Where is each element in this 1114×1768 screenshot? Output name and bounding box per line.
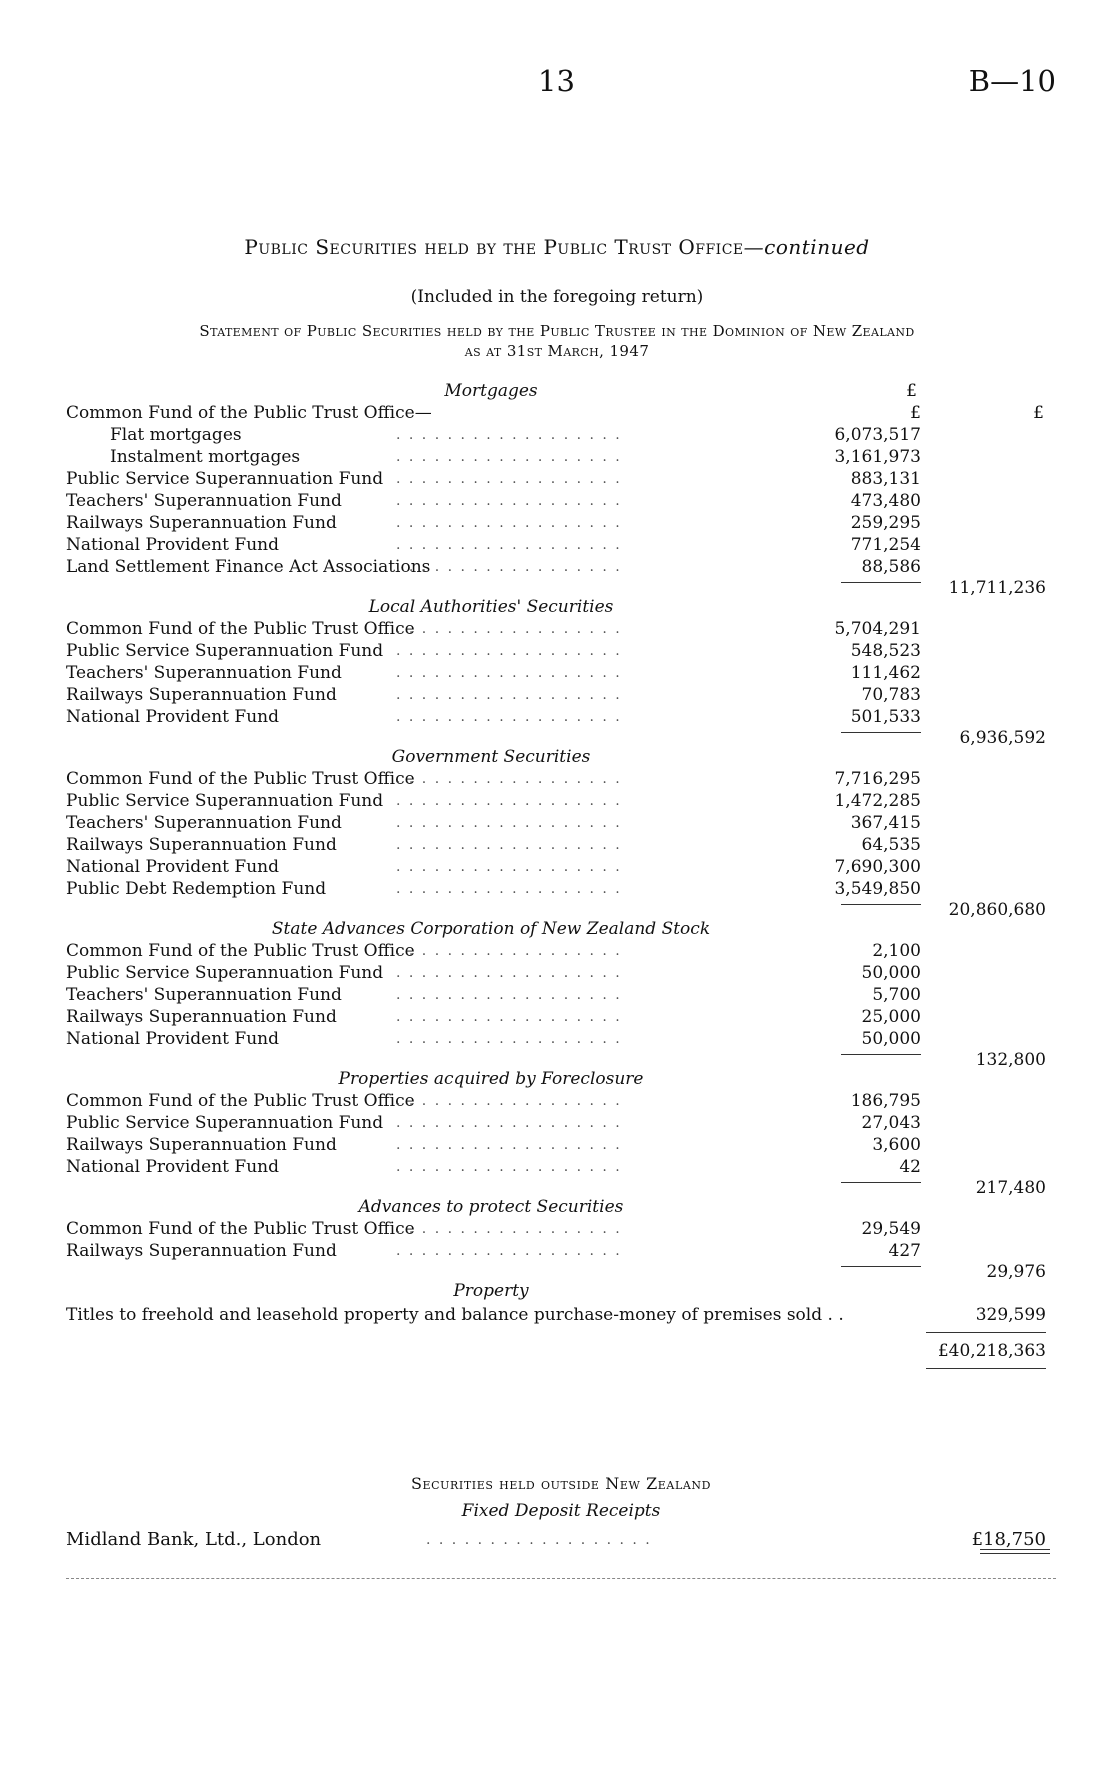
section-heading xyxy=(66,1194,1056,1218)
table-row xyxy=(66,962,1056,984)
leader-dots: . . . . . . . . . . . . . . . . . . xyxy=(396,687,622,703)
double-rule xyxy=(980,1549,1050,1554)
leader-dots: . . . . . . . . . . . . . . . . . . xyxy=(396,471,622,487)
table-row xyxy=(66,768,1056,790)
row-label: Public Service Superannuation Fund xyxy=(66,1113,384,1133)
statement-line-2: as at 31st March, 1947 xyxy=(464,342,650,360)
leader-dots: . . . . . . . . . . . . . . . . . . xyxy=(396,1031,622,1047)
leader-dots: . . . . . . . . . . . . . . . . . . xyxy=(396,493,622,509)
leader-dots: . . . . . . . . . . . . . . . . . . xyxy=(396,881,622,897)
section-total: 11,711,236 xyxy=(948,578,1046,598)
table-row xyxy=(66,1218,1056,1240)
leader-dots: . . . . . . . . . . . . . . . . . . xyxy=(396,427,622,443)
row-label: Railways Superannuation Fund xyxy=(66,513,337,533)
row-amount: 1,472,285 xyxy=(834,791,921,811)
table-row xyxy=(66,856,1056,878)
row-label: Flat mortgages xyxy=(110,425,242,445)
section-heading-text: Local Authorities' Securities xyxy=(368,597,614,617)
leader-dots: . . . . . . . . . . . . . . . . . . xyxy=(396,449,622,465)
leader-dots: . . . . . . . . . . . . . . . . . . xyxy=(396,1243,622,1259)
subtotal-rule xyxy=(841,1182,921,1183)
row-label: Teachers' Superannuation Fund xyxy=(66,491,342,511)
leader-dots: . . . . . . . . . . . . . . . . . . xyxy=(396,1221,622,1237)
currency-symbol: £ xyxy=(906,381,917,401)
section-heading xyxy=(66,594,1056,618)
leader-dots: . . . . . . . . . . . . . . . . . . xyxy=(396,643,622,659)
table-row xyxy=(66,1112,1056,1134)
table-row xyxy=(66,834,1056,856)
property-row xyxy=(66,1302,1056,1328)
row-label: Railways Superannuation Fund xyxy=(66,835,337,855)
subtotal-rule xyxy=(841,904,921,905)
section-total: 217,480 xyxy=(975,1178,1046,1198)
row-label: Instalment mortgages xyxy=(110,447,301,467)
outside-title: Securities held outside New Zealand xyxy=(410,1474,712,1493)
table-row xyxy=(66,534,1056,556)
bottom-rule xyxy=(66,1578,1056,1579)
row-amount: 3,161,973 xyxy=(834,447,921,467)
row-amount: 5,704,291 xyxy=(834,619,921,639)
section-total: 132,800 xyxy=(975,1050,1046,1070)
leader-dots: . . . . . . . . . . . . . . . . . . xyxy=(396,1115,622,1131)
row-label: Teachers' Superannuation Fund xyxy=(66,813,342,833)
row-label: Land Settlement Finance Act Associations xyxy=(66,557,431,577)
outside-row xyxy=(66,1527,1056,1553)
row-amount: 2,100 xyxy=(872,941,921,961)
table-row xyxy=(66,790,1056,812)
group-row xyxy=(66,402,1056,424)
outside-label: Midland Bank, Ltd., London xyxy=(66,1529,322,1550)
section-total: 6,936,592 xyxy=(959,728,1046,748)
table-row xyxy=(66,662,1056,684)
table-row xyxy=(66,812,1056,834)
grand-total-rule-bottom xyxy=(926,1368,1046,1369)
section-heading-text: Mortgages xyxy=(444,381,538,401)
row-label: Public Service Superannuation Fund xyxy=(66,791,384,811)
row-label: National Provident Fund xyxy=(66,1029,279,1049)
row-amount: 473,480 xyxy=(850,491,921,511)
outside-subheading: Fixed Deposit Receipts xyxy=(461,1501,661,1521)
row-amount: 771,254 xyxy=(850,535,921,555)
row-label: Public Service Superannuation Fund xyxy=(66,963,384,983)
section-heading-text: Advances to protect Securities xyxy=(358,1197,624,1217)
row-amount: 25,000 xyxy=(861,1007,921,1027)
section-heading-text: Government Securities xyxy=(391,747,591,767)
table-row xyxy=(66,706,1056,728)
leader-dots: . . . . . . . . . . . . . . . . . . xyxy=(396,1137,622,1153)
row-amount: 186,795 xyxy=(850,1091,921,1111)
document-reference: B—10 xyxy=(968,64,1056,98)
leader-dots: . . . . . . . . . . . . . . . . . . xyxy=(396,793,622,809)
row-amount: 548,523 xyxy=(850,641,921,661)
subtotal-rule xyxy=(841,582,921,583)
table-row xyxy=(66,446,1056,468)
outside-section xyxy=(66,1474,1056,1553)
row-label: Railways Superannuation Fund xyxy=(66,1135,337,1155)
row-amount: 259,295 xyxy=(850,513,921,533)
section-heading xyxy=(66,1278,1056,1302)
statement-heading xyxy=(0,321,1114,361)
row-label: Common Fund of the Public Trust Office xyxy=(66,1219,415,1239)
table-row xyxy=(66,512,1056,534)
row-amount: 883,131 xyxy=(850,469,921,489)
grand-total-rule-top xyxy=(926,1332,1046,1333)
row-amount: 427 xyxy=(888,1241,921,1261)
page-title xyxy=(0,235,1114,259)
row-amount: 50,000 xyxy=(861,1029,921,1049)
leader-dots: . . . . . . . . . . . . . . . . . . xyxy=(396,815,622,831)
property-total: 329,599 xyxy=(975,1305,1046,1325)
row-label: Railways Superannuation Fund xyxy=(66,1007,337,1027)
row-label: Public Service Superannuation Fund xyxy=(66,641,384,661)
row-label: Common Fund of the Public Trust Office xyxy=(66,1091,415,1111)
group-label: Common Fund of the Public Trust Office— xyxy=(66,403,432,423)
subtotal-row xyxy=(66,900,1056,920)
table-row xyxy=(66,1028,1056,1050)
row-label: Teachers' Superannuation Fund xyxy=(66,663,342,683)
row-amount: 501,533 xyxy=(850,707,921,727)
row-label: Public Service Superannuation Fund xyxy=(66,469,384,489)
currency-symbol: £ xyxy=(1033,403,1044,423)
subtotal-row xyxy=(66,1178,1056,1198)
statement-line-1: Statement of Public Securities held by the Public Trustee in the Dominion of New Zealand xyxy=(199,322,915,340)
row-amount: 7,716,295 xyxy=(834,769,921,789)
grand-total-row xyxy=(66,1338,1056,1364)
grand-total-rule-row xyxy=(66,1328,1056,1338)
leader-dots: . . . . . . . . . . . . . . . . . . xyxy=(396,1009,622,1025)
row-label: Common Fund of the Public Trust Office xyxy=(66,941,415,961)
table-row xyxy=(66,468,1056,490)
section-heading xyxy=(66,916,1056,940)
table-row xyxy=(66,556,1056,578)
section-heading-text: Properties acquired by Foreclosure xyxy=(338,1069,644,1089)
section-heading-text: State Advances Corporation of New Zealand Stock xyxy=(271,919,711,939)
section-total: 29,976 xyxy=(986,1262,1046,1282)
row-amount: 27,043 xyxy=(861,1113,921,1133)
table-row xyxy=(66,684,1056,706)
row-label: National Provident Fund xyxy=(66,1157,279,1177)
leader-dots: . . . . . . . . . . . . . . . . . . xyxy=(396,859,622,875)
leader-dots: . . . . . . . . . . . . . . . . . . xyxy=(396,665,622,681)
row-label: National Provident Fund xyxy=(66,535,279,555)
row-amount: 29,549 xyxy=(861,1219,921,1239)
grand-total-rule-row xyxy=(66,1364,1056,1380)
subtotal-rule xyxy=(841,1266,921,1267)
table-row xyxy=(66,490,1056,512)
row-amount: 50,000 xyxy=(861,963,921,983)
leader-dots: . . . . . . . . . . . . . . . . . . xyxy=(396,837,622,853)
row-amount: 111,462 xyxy=(850,663,921,683)
table-row xyxy=(66,640,1056,662)
section-heading-text: Property xyxy=(453,1281,529,1301)
section-heading xyxy=(66,378,1056,402)
leader-dots: . . . . . . . . . . . . . . . . . . xyxy=(396,709,622,725)
subtotal-row xyxy=(66,1050,1056,1070)
row-amount: 367,415 xyxy=(850,813,921,833)
section-heading xyxy=(66,1066,1056,1090)
table-row xyxy=(66,1240,1056,1262)
table-row xyxy=(66,984,1056,1006)
section-heading xyxy=(66,744,1056,768)
row-label: Common Fund of the Public Trust Office xyxy=(66,769,415,789)
leader-dots: . . . . . . . . . . . . . . . . . . xyxy=(396,559,622,575)
property-label: Titles to freehold and leasehold property and balance purchase-money of premises sold . . xyxy=(66,1305,844,1325)
row-amount: 70,783 xyxy=(861,685,921,705)
page-number: 13 xyxy=(538,64,575,98)
leader-dots: . . . . . . . . . . . . . . . . . . xyxy=(396,515,622,531)
row-label: Railways Superannuation Fund xyxy=(66,685,337,705)
table-row xyxy=(66,1156,1056,1178)
leader-dots: . . . . . . . . . . . . . . . . . . xyxy=(426,1532,652,1548)
leader-dots: . . . . . . . . . . . . . . . . . . xyxy=(396,621,622,637)
leader-dots: . . . . . . . . . . . . . . . . . . xyxy=(396,943,622,959)
leader-dots: . . . . . . . . . . . . . . . . . . xyxy=(396,1093,622,1109)
outside-total: £18,750 xyxy=(971,1529,1046,1550)
row-label: National Provident Fund xyxy=(66,707,279,727)
leader-dots: . . . . . . . . . . . . . . . . . . xyxy=(396,965,622,981)
securities-table xyxy=(66,378,1056,1380)
row-amount: 5,700 xyxy=(872,985,921,1005)
row-label: Common Fund of the Public Trust Office xyxy=(66,619,415,639)
row-amount: 88,586 xyxy=(861,557,921,577)
leader-dots: . . . . . . . . . . . . . . . . . . xyxy=(396,987,622,1003)
leader-dots: . . . . . . . . . . . . . . . . . . xyxy=(396,537,622,553)
row-amount: 64,535 xyxy=(861,835,921,855)
row-amount: 6,073,517 xyxy=(834,425,921,445)
row-label: Railways Superannuation Fund xyxy=(66,1241,337,1261)
subtotal-rule xyxy=(841,1054,921,1055)
leader-dots: . . . . . . . . . . . . . . . . . . xyxy=(396,1159,622,1175)
subtotal-row xyxy=(66,1262,1056,1282)
row-label: Public Debt Redemption Fund xyxy=(66,879,327,899)
row-amount: 42 xyxy=(899,1157,921,1177)
section-total: 20,860,680 xyxy=(948,900,1046,920)
title-suffix: —continued xyxy=(743,235,870,259)
subtotal-row xyxy=(66,728,1056,748)
row-amount: 3,600 xyxy=(872,1135,921,1155)
row-amount: 7,690,300 xyxy=(834,857,921,877)
table-row xyxy=(66,424,1056,446)
grand-total: £40,218,363 xyxy=(937,1341,1046,1361)
row-label: National Provident Fund xyxy=(66,857,279,877)
currency-symbol: £ xyxy=(910,403,921,423)
leader-dots: . . . . . . . . . . . . . . . . . . xyxy=(396,771,622,787)
subtotal-row xyxy=(66,578,1056,598)
title-text: Public Securities held by the Public Trust Office xyxy=(244,235,744,259)
table-row xyxy=(66,940,1056,962)
row-label: Teachers' Superannuation Fund xyxy=(66,985,342,1005)
table-row xyxy=(66,1134,1056,1156)
table-row xyxy=(66,878,1056,900)
table-row xyxy=(66,1006,1056,1028)
table-row xyxy=(66,618,1056,640)
subtotal-rule xyxy=(841,732,921,733)
subtitle: (Included in the foregoing return) xyxy=(410,287,704,307)
row-amount: 3,549,850 xyxy=(834,879,921,899)
table-row xyxy=(66,1090,1056,1112)
